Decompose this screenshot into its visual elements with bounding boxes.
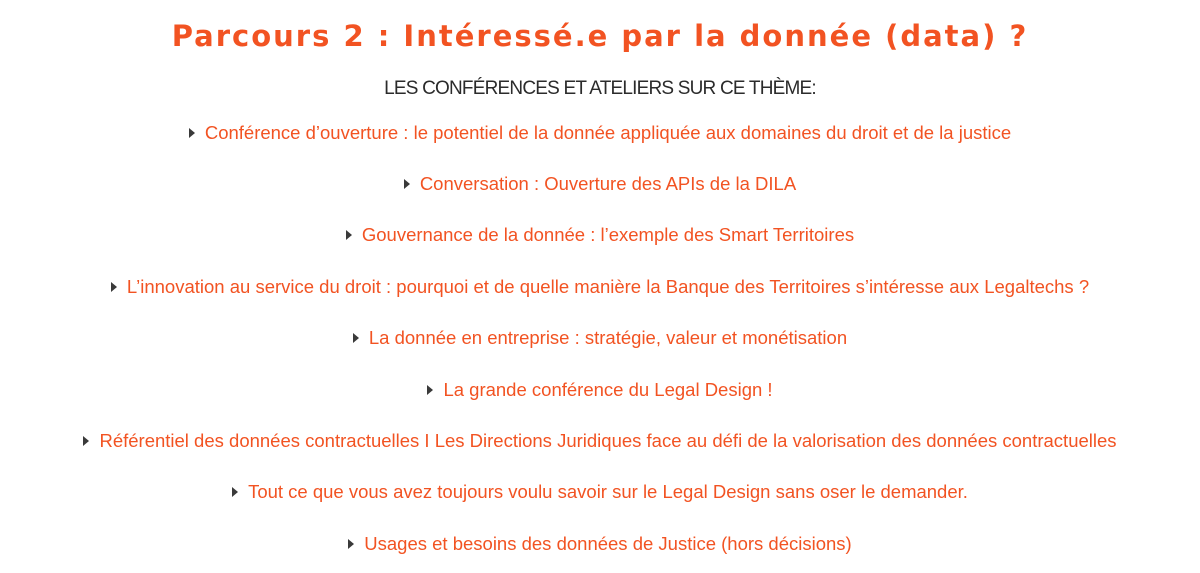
list-item bbox=[0, 467, 1200, 518]
triangle-right-icon bbox=[346, 230, 352, 240]
triangle-right-icon bbox=[348, 539, 354, 549]
list-item bbox=[0, 107, 1200, 158]
list-item bbox=[0, 415, 1200, 466]
list-item bbox=[0, 261, 1200, 312]
session-link[interactable]: Référentiel des données contractuelles I Les Directions Juridiques face au défi de la valorisation des données contractuelles bbox=[99, 430, 1117, 452]
session-link[interactable]: La grande conférence du Legal Design ! bbox=[443, 378, 773, 400]
triangle-right-icon bbox=[111, 282, 117, 292]
triangle-right-icon bbox=[404, 179, 410, 189]
session-link[interactable]: Usages et besoins des données de Justice (hors décisions) bbox=[364, 532, 852, 554]
triangle-right-icon bbox=[353, 333, 359, 343]
session-link[interactable]: Gouvernance de la donnée : l’exemple des Smart Territoires bbox=[361, 224, 855, 246]
triangle-right-icon bbox=[427, 385, 433, 395]
session-link[interactable]: La donnée en entreprise : stratégie, valeur et monétisation bbox=[368, 327, 848, 349]
triangle-right-icon bbox=[83, 436, 89, 446]
session-link[interactable]: L’innovation au service du droit : pourquoi et de quelle manière la Banque des Territoires s’intéresse aux Legaltechs ? bbox=[126, 275, 1090, 297]
list-item bbox=[0, 313, 1200, 364]
session-link[interactable]: Tout ce que vous avez toujours voulu savoir sur le Legal Design sans oser le demander. bbox=[248, 481, 968, 503]
session-link[interactable]: Conversation : Ouverture des APIs de la DILA bbox=[419, 173, 797, 195]
session-link[interactable]: Conférence d’ouverture : le potentiel de la donnée appliquée aux domaines du droit et de la justice bbox=[204, 121, 1012, 143]
triangle-right-icon bbox=[189, 128, 195, 138]
list-item bbox=[0, 210, 1200, 261]
section-subtitle: LES CONFÉRENCES ET ATELIERS SUR CE THÈME: bbox=[384, 78, 816, 99]
page-title: Parcours 2 : Intéressé.e par la donnée (data) ? bbox=[171, 19, 1029, 53]
triangle-right-icon bbox=[232, 487, 238, 497]
list-item bbox=[0, 364, 1200, 415]
list-item bbox=[0, 518, 1200, 569]
list-item bbox=[0, 158, 1200, 209]
session-list bbox=[0, 107, 1200, 570]
